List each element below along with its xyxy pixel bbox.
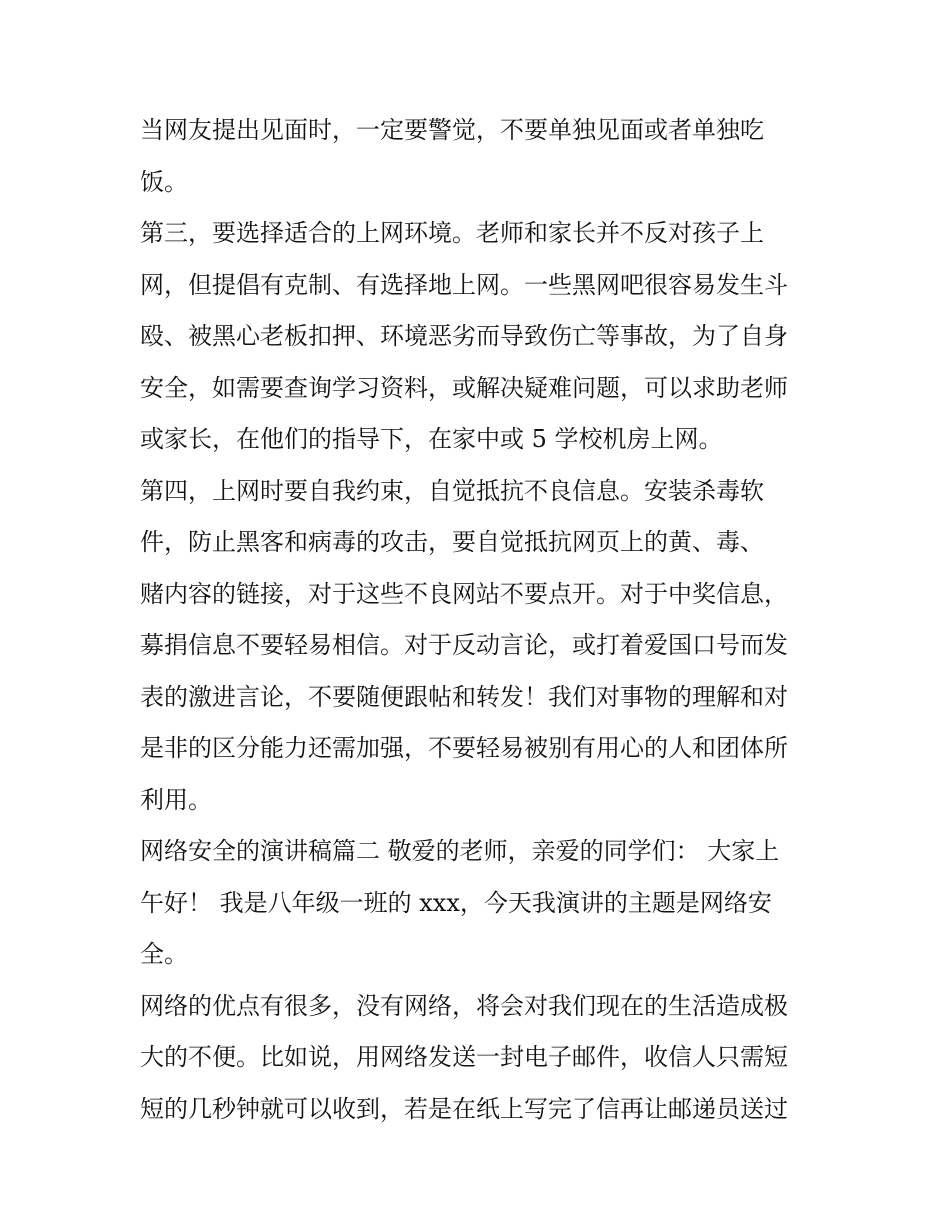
text-line: 募捐信息不要轻易相信。对于反动言论，或打着爱国口号而发 [140, 631, 788, 659]
text-line: 或家长，在他们的指导下，在家中或 5 学校机房上网。 [140, 425, 723, 453]
text-line: 午好！ 我是八年级一班的 xxx，今天我演讲的主题是网络安 [140, 888, 772, 917]
text-line: 表的激进言论，不要随便跟帖和转发！我们对事物的理解和对 [140, 682, 788, 711]
text-line: 第三，要选择适合的上网环境。老师和家长并不反对孩子上 [140, 219, 764, 247]
text-line: 短的几秒钟就可以收到，若是在纸上写完了信再让邮递员送过 [140, 1094, 788, 1123]
text-line: 大的不便。比如说，用网络发送一封电子邮件，收信人只需短 [140, 1043, 788, 1071]
text-line: 饭。 [140, 167, 188, 196]
text-line: 殴、被黑心老板扣押、环境恶劣而导致伤亡等事故，为了自身 [140, 322, 788, 350]
text-line: 利用。 [140, 785, 212, 814]
text-line: 赌内容的链接，对于这些不良网站不要点开。对于中奖信息， [140, 579, 788, 608]
text-line: 第四，上网时要自我约束，自觉抵抗不良信息。安装杀毒软 [140, 476, 764, 505]
text-line: 安全，如需要查询学习资料，或解决疑难问题，可以求助老师 [140, 373, 788, 402]
text-line: 当网友提出见面时，一定要警觉，不要单独见面或者单独吃 [140, 116, 764, 144]
text-line: 全。 [140, 940, 188, 968]
text-line: 网络的优点有很多，没有网络，将会对我们现在的生活造成极 [140, 991, 788, 1020]
document-body [140, 105, 840, 1135]
text-line: 网络安全的演讲稿篇二 敬爱的老师，亲爱的同学们： 大家上 [140, 837, 780, 865]
text-line: 网，但提倡有克制、有选择地上网。一些黑网吧很容易发生斗 [140, 270, 788, 299]
text-line: 是非的区分能力还需加强，不要轻易被别有用心的人和团体所 [140, 734, 788, 762]
text-line: 件，防止黑客和病毒的攻击，要自觉抵抗网页上的黄、毒、 [140, 528, 764, 556]
